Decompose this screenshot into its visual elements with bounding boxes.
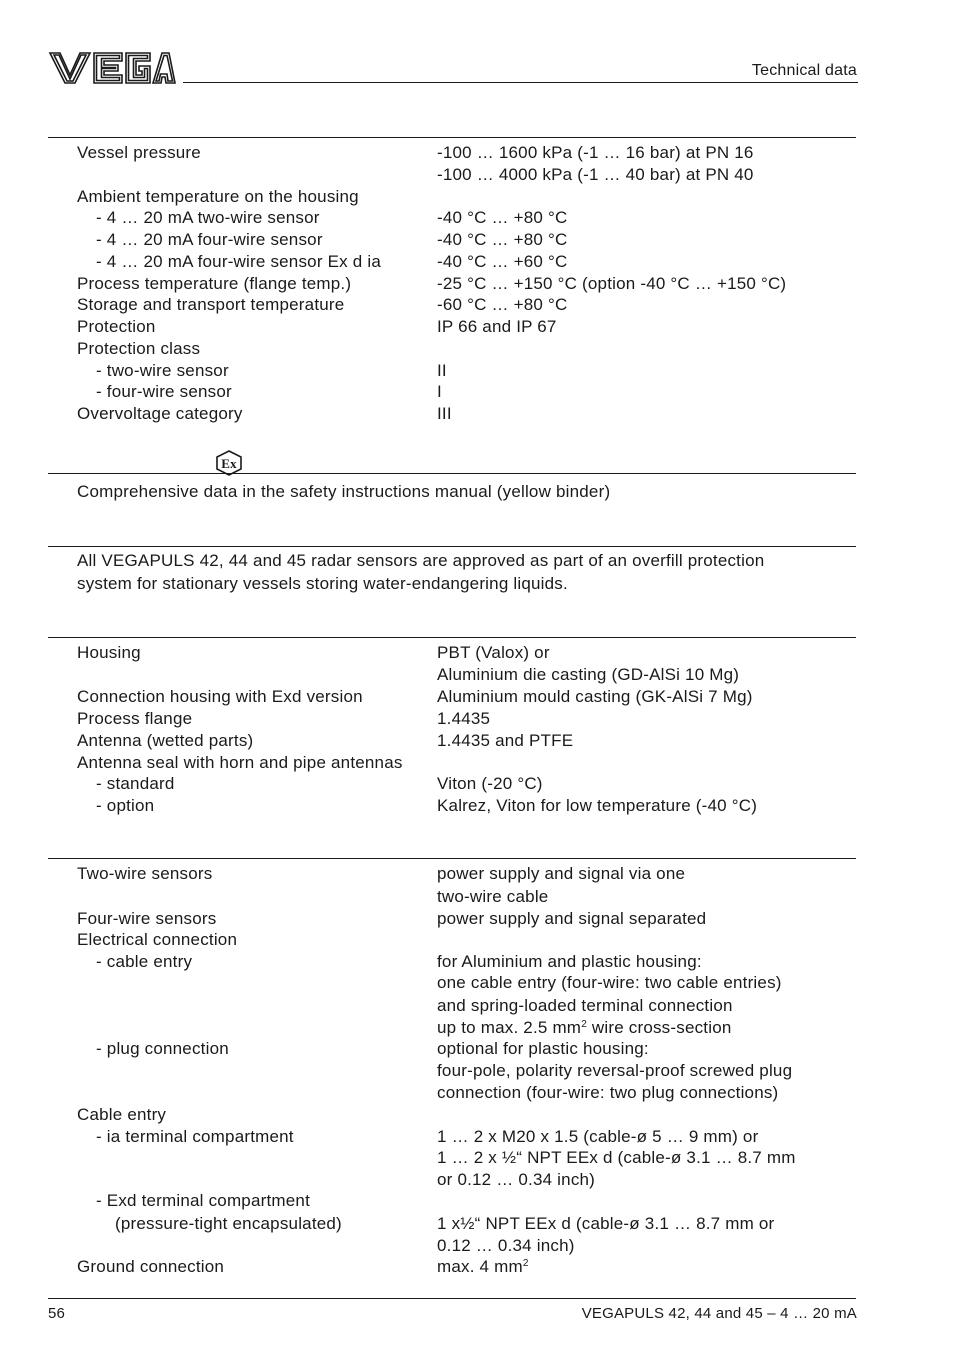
row-value: Kalrez, Viton for low temperature (-40 °C) [437,796,758,816]
row-label: Process temperature (flange temp.) [77,273,352,293]
row-value: -25 °C … +150 °C (option -40 °C … +150 °C) [437,273,787,293]
cable-entry-group-label: Cable entry [77,1105,167,1124]
section-rule [48,546,856,547]
row-label: - two-wire sensor [96,360,229,380]
exd-value-2: 0.12 … 0.34 inch) [437,1236,575,1255]
section-rule [48,473,856,474]
header-rule [183,82,858,83]
row-value: Viton (-20 °C) [437,774,543,794]
row-value: Aluminium mould casting (GK-AlSi 7 Mg) [437,686,753,706]
four-wire-label: Four-wire sensors [77,909,217,928]
cable-entry-value-1: for Aluminium and plastic housing: [437,952,702,971]
row-label: Protection [77,317,156,336]
row-value: -40 °C … +80 °C [437,208,568,228]
row-value: -100 … 1600 kPa (-1 … 16 bar) at PN 16 [437,143,754,162]
two-wire-label: Two-wire sensors [77,864,213,883]
cable-entry-label: - cable entry [96,952,193,971]
footer-doc-title: VEGAPULS 42, 44 and 45 – 4 … 20 mA [581,1305,857,1322]
four-wire-value: power supply and signal separated [437,909,707,928]
row-label: - standard [96,774,175,794]
row-label: - 4 … 20 mA four-wire sensor [96,230,323,249]
cable-entry-value-4: up to max. 2.5 $mm^2$ wire cross-section [437,1018,732,1037]
ex-section-text: Comprehensive data in the safety instructions manual (yellow binder) [77,482,611,501]
row-label: - 4 … 20 mA two-wire sensor [96,208,320,228]
superscript: 2 [581,1019,587,1030]
row-value: II [437,360,447,380]
row-label: Protection class [77,338,201,358]
row-label: Process flange [77,708,193,728]
electrical-connection-label: Electrical connection [77,930,238,949]
row-value: -40 °C … +80 °C [437,230,568,249]
exd-value-1: 1 x½“ NPT EEx d (cable-ø 3.1 … 8.7 mm or [437,1214,775,1233]
plug-value-2: four-pole, polarity reversal-proof screwed plug [437,1061,793,1080]
row-label: Storage and transport temperature [77,295,345,315]
row-label: Antenna seal with horn and pipe antennas [77,752,403,772]
row-value: -60 °C … +80 °C [437,295,568,315]
footer-rule [48,1298,856,1299]
ia-terminal-label: - ia terminal compartment [96,1127,294,1146]
page-number: 56 [48,1305,66,1322]
ground-connection-label: Ground connection [77,1257,225,1276]
row-value: III [437,404,452,423]
row-value: -40 °C … +60 °C [437,251,568,271]
row-value: IP 66 and IP 67 [437,317,557,336]
two-wire-value-1: power supply and signal via one [437,864,686,883]
cable-entry-value-3: and spring-loaded terminal connection [437,996,733,1015]
section-rule [48,858,856,859]
plug-connection-label: - plug connection [96,1039,229,1058]
two-wire-value-2: two-wire cable [437,887,549,906]
vega-logo-graphic [48,50,176,86]
ia-value-1: 1 … 2 x M20 x 1.5 (cable-ø 5 … 9 mm) or [437,1127,759,1146]
ia-value-2: 1 … 2 x ½“ NPT EEx d (cable-ø 3.1 … 8.7 mm [437,1148,796,1167]
section-rule [48,137,856,138]
row-value: I [437,382,442,402]
row-label: Overvoltage category [77,404,243,423]
row-value: 1.4435 [437,708,491,728]
row-label: Antenna (wetted parts) [77,730,254,750]
overfill-text-line1: All VEGAPULS 42, 44 and 45 radar sensors are approved as part of an overfill protection [77,551,765,570]
svg-text:Ex: Ex [221,456,237,471]
row-label: Ambient temperature on the housing [77,186,359,206]
row-label: - 4 … 20 mA four-wire sensor Ex d ia [96,251,381,271]
section-rule [48,637,856,638]
superscript: 2 [522,1258,529,1269]
row-label: - option [96,796,155,816]
row-label: - four-wire sensor [96,382,232,402]
row-label: Connection housing with Exd version [77,686,363,706]
exd-terminal-label: - Exd terminal compartment [96,1191,310,1210]
row-value: PBT (Valox) or [437,643,550,662]
plug-value-3: connection (four-wire: two plug connections) [437,1083,779,1102]
row-label: Vessel pressure [77,143,201,162]
row-value: -100 … 4000 kPa (-1 … 40 bar) at PN 40 [437,164,754,184]
ia-value-3: or 0.12 … 0.34 inch) [437,1170,596,1189]
ground-connection-value: max. 4 $mm^2$ [437,1257,529,1276]
row-value: Aluminium die casting (GD-AlSi 10 Mg) [437,664,740,684]
vega-logo [48,50,176,86]
plug-value-1: optional for plastic housing: [437,1039,649,1058]
row-label: Housing [77,643,141,662]
cable-entry-value-2: one cable entry (four-wire: two cable entries) [437,973,782,992]
row-value: 1.4435 and PTFE [437,730,574,750]
exd-terminal-label-2: (pressure-tight encapsulated) [115,1214,342,1233]
section-title: Technical data [751,62,857,79]
overfill-text-line2: system for stationary vessels storing water-endangering liquids. [77,574,568,593]
